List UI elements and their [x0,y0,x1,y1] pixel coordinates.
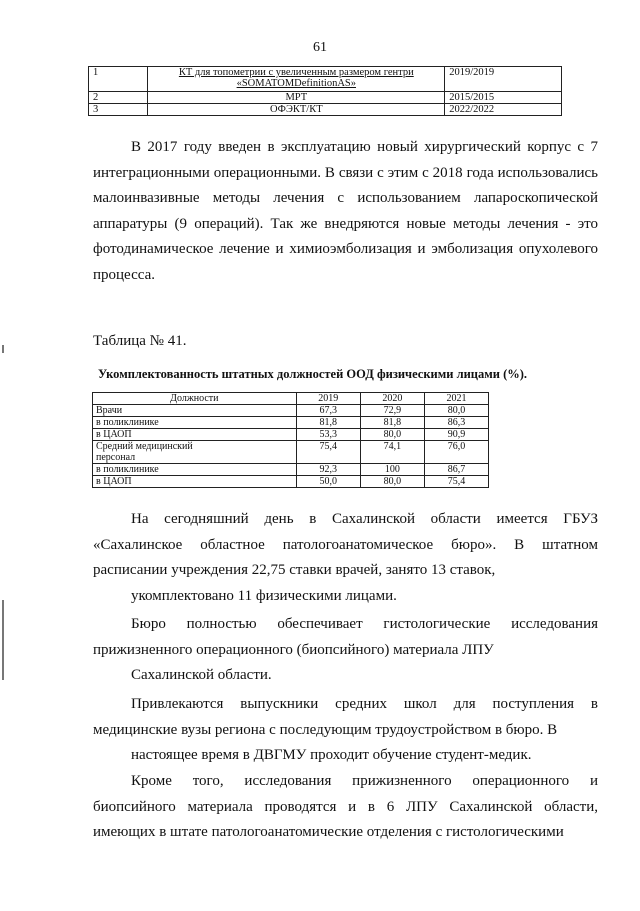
row-number: 2 [89,92,148,104]
equipment-name: МРТ [148,92,445,104]
equipment-name: ОФЭКТ/КТ [148,104,445,116]
position-name: в поликлинике [93,417,297,429]
header-cell: 2020 [360,393,424,405]
value-cell: 75,4 [296,441,360,464]
value-cell: 75,4 [424,476,488,488]
table-row [93,417,489,429]
value-cell: 80,0 [424,405,488,417]
table-row [93,476,489,488]
table-row [93,441,489,464]
equipment-years: 2019/2019 [445,67,562,92]
table-row [89,92,562,104]
paragraph-last-line: настоящее время в ДВГМУ проходит обучение студент-медик. [131,747,532,763]
position-name [93,441,297,464]
paragraph-histology [93,612,598,689]
table-row [93,464,489,476]
position-name-line: персонал [96,452,136,463]
equipment-years: 2015/2015 [445,92,562,104]
table-header-row [93,393,489,405]
equipment-name-line: КТ для топометрии с увеличенным размером гентри [178,67,414,78]
value-cell: 53,3 [296,429,360,441]
page-number: 61 [313,40,327,55]
value-cell: 76,0 [424,441,488,464]
value-cell: 81,8 [296,417,360,429]
value-cell: 100 [360,464,424,476]
equipment-table [88,66,562,116]
value-cell: 92,3 [296,464,360,476]
paragraph-last-line: укомплектовано 11 физическими лицами. [131,587,397,604]
paragraph-text: Привлекаются выпускники средних школ для поступления в медицинские вузы региона с последующим трудоустройством в бюро. В [93,696,598,738]
header-cell: Должности [93,393,297,405]
staffing-table [92,392,489,488]
table-row [89,67,562,92]
position-name: в ЦАОП [93,476,297,488]
paragraph-pathology-bureau [93,507,598,609]
table-row [93,405,489,417]
value-cell: 50,0 [296,476,360,488]
table-caption: Таблица № 41. [93,333,187,349]
paragraph-last-line: Сахалинской области. [131,667,272,683]
position-name-line: Средний медицинский [96,441,193,452]
row-number: 1 [89,67,148,92]
value-cell: 80,0 [360,429,424,441]
row-number: 3 [89,104,148,116]
paragraph-graduates [93,692,598,769]
paragraph-text: Бюро полностью обеспечивает гистологические исследования прижизненного операционного (биопсийного) материала ЛПУ [93,616,598,658]
scan-margin-mark [2,345,4,353]
table-row [93,429,489,441]
value-cell: 80,0 [360,476,424,488]
header-cell: 2021 [424,393,488,405]
equipment-name-line: «SOMATOMDefinitionAS» [236,78,356,89]
value-cell: 86,7 [424,464,488,476]
position-name: в поликлинике [93,464,297,476]
paragraph-other-lpu: Кроме того, исследования прижизненного операционного и биопсийного материала проводятся и в 6 ЛПУ Сахалинской области, имеющих в штате патологоанатомические отделения с гистологическими [93,773,598,840]
position-name: в ЦАОП [93,429,297,441]
header-cell: 2019 [296,393,360,405]
value-cell: 81,8 [360,417,424,429]
value-cell: 72,9 [360,405,424,417]
equipment-name [148,67,445,92]
scan-margin-mark [2,600,4,680]
value-cell: 86,3 [424,417,488,429]
paragraph-text: На сегодняшний день в Сахалинской области имеется ГБУЗ «Сахалинское областное патологоанатомическое бюро». В штатном расписании учреждения 22,75 ставки врачей, занято 13 ставок, [93,511,598,578]
equipment-years: 2022/2022 [445,104,562,116]
position-name: Врачи [93,405,297,417]
table-title: Укомплектованность штатных должностей ООД физическими лицами (%). [98,367,528,381]
paragraph-surgical-building: В 2017 году введен в эксплуатацию новый хирургический корпус с 7 интеграционными операционными. В связи с этим с 2018 года использовались малоинвазивные методы лечения с использованием лапароскопической аппаратуры (9 операций). Так же внедряются новые методы лечения - это фотодинамическое лечение и химиоэмболизация и эмболизация опухолевого процесса. [93,139,598,283]
value-cell: 74,1 [360,441,424,464]
value-cell: 67,3 [296,405,360,417]
table-row [89,104,562,116]
value-cell: 90,9 [424,429,488,441]
